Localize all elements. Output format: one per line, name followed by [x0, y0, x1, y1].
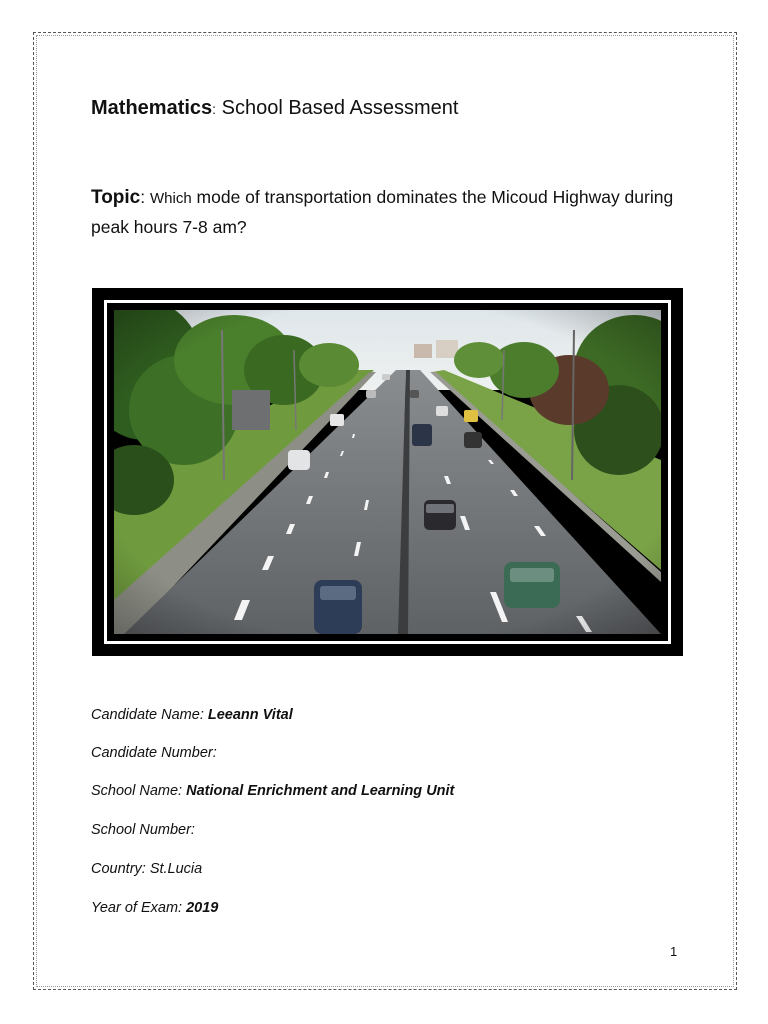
country-label: Country: St.Lucia [91, 861, 203, 877]
candidate-number-label: Candidate Number: [91, 745, 217, 761]
title-subject: Mathematics [91, 97, 213, 119]
topic-question: mode of transportation dominates the Micoud Highway during peak hours 7-8 am? [91, 187, 674, 237]
title-rest: School Based Assessment [216, 97, 459, 119]
document-title [91, 95, 458, 122]
candidate-name-line [91, 706, 293, 724]
highway-illustration [114, 310, 661, 634]
school-name-line [91, 782, 454, 800]
school-number-line [91, 821, 195, 839]
year-of-exam-line [91, 899, 218, 917]
title-separator: : [212, 101, 217, 117]
topic-label: Topic [91, 187, 141, 208]
school-name-label: School Name: [91, 783, 187, 799]
topic-colon: : [140, 187, 150, 207]
country-line [91, 860, 202, 878]
year-of-exam-value: 2019 [186, 900, 219, 916]
candidate-name-value: Leeann Vital [207, 707, 293, 723]
topic-paragraph [91, 183, 691, 241]
highway-photo-frame [92, 288, 683, 656]
highway-photo [114, 310, 661, 634]
school-number-label: School Number: [91, 822, 195, 838]
candidate-name-label: Candidate Name: [91, 707, 208, 723]
candidate-number-line [91, 744, 217, 762]
page-number: 1 [670, 944, 678, 959]
year-of-exam-label: Year of Exam: [91, 900, 187, 916]
topic-which: Which [150, 190, 192, 207]
school-name-value: National Enrichment and Learning Unit [186, 783, 455, 799]
